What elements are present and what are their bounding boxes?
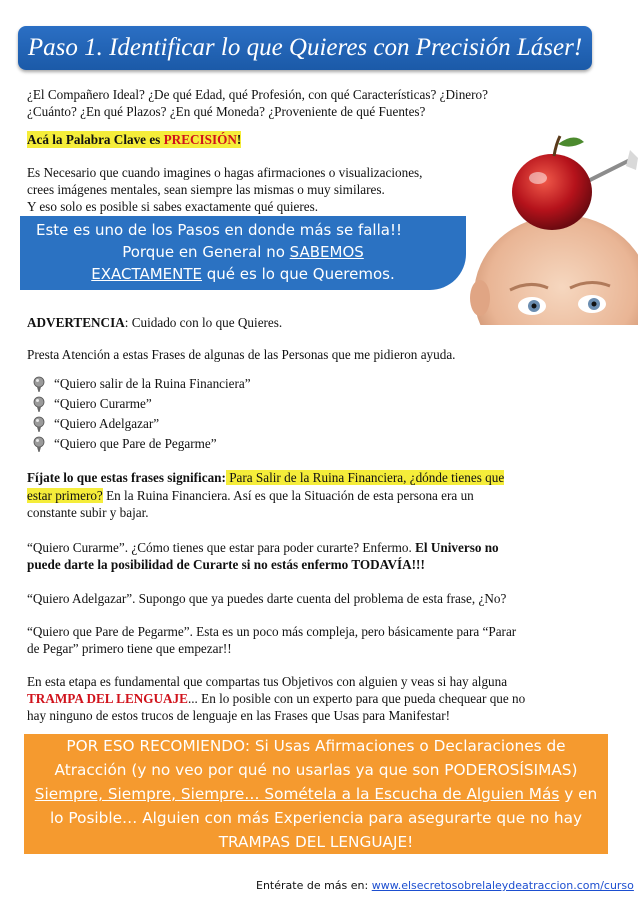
list-item-text: “Quiero Adelgazar”: [54, 416, 160, 431]
fijate-highlight-1: Para Salir de la Ruina Financiera, ¿dónde tienes que: [225, 470, 505, 485]
callout-line-3: [20, 265, 466, 283]
recommendation-underlined: Siempre, Siempre, Siempre… Sométela a la Escucha de Alguien Más: [34, 785, 560, 803]
advertencia-line: [27, 314, 282, 331]
necesario-line-2: crees imágenes mentales, sean siempre las mismas o muy similares.: [27, 182, 385, 197]
keyword-line: [27, 131, 241, 148]
keyword-prefix: Acá la Palabra Clave es: [27, 132, 164, 147]
pegarme-line-2: de Pegar” primero tiene que empezar!!: [27, 641, 232, 656]
presta-line: Presta Atención a estas Frases de algunas de las Personas que me pidieron ayuda.: [27, 347, 456, 362]
fijate-line-3: constante subir y bajar.: [27, 505, 149, 520]
etapa-line-2-rest: ... En lo posible con un experto para que pueda chequear que no: [187, 691, 526, 706]
warning-callout: [20, 216, 466, 290]
fijate-highlight-2: estar primero?: [27, 488, 103, 503]
page-title: Paso 1. Identificar lo que Quieres con Precisión Láser!: [18, 26, 592, 70]
callout-line-3-text: qué es lo que Queremos.: [202, 265, 395, 283]
fijate-line-1: [27, 469, 504, 486]
fijate-bold: Fíjate lo que estas frases significan:: [27, 470, 226, 485]
list-item: [32, 414, 251, 434]
necesario-line-1: Es Necesario que cuando imagines o hagas afirmaciones o visualizaciones,: [27, 165, 423, 180]
trampa-label: TRAMPA DEL LENGUAJE: [27, 691, 188, 706]
adelgazar-line: “Quiero Adelgazar”. Supongo que ya puedes darte cuenta del problema de esta frase, ¿No?: [27, 591, 507, 606]
pegarme-line-1: “Quiero que Pare de Pegarme”. Esta es un poco más compleja, pero básicamente para “Parar: [27, 624, 517, 639]
etapa-line-3: hay ninguno de estos trucos de lenguaje en las Frases que Usas para Manifestar!: [27, 708, 450, 723]
fijate-line-2: [27, 487, 474, 504]
callout-exactamente: EXACTAMENTE: [91, 265, 203, 283]
recommendation-line-3: [24, 782, 608, 806]
list-item-text: “Quiero que Pare de Pegarme”: [54, 436, 217, 451]
intro-line-2: ¿Cuánto? ¿En qué Plazos? ¿En qué Moneda? ¿Proveniente de qué Fuentes?: [27, 104, 426, 119]
list-item: [32, 374, 251, 394]
callout-line-1: Este es uno de los Pasos en donde más se falla!!: [36, 221, 402, 239]
ball-on-tee-icon: [32, 396, 46, 412]
footer-link[interactable]: www.elsecretosobrelaleydeatraccion.com/curso: [371, 879, 634, 892]
list-item: [32, 434, 251, 454]
recommendation-line-3-post: y en: [559, 785, 598, 803]
intro-line-1: ¿El Compañero Ideal? ¿De qué Edad, qué Profesión, con qué Características? ¿Dinero?: [27, 87, 489, 102]
ball-on-tee-icon: [32, 436, 46, 452]
recommendation-line-2: Atracción (y no veo por qué no usarlas ya que son PODEROSÍSIMAS): [54, 761, 578, 779]
list-item-text: “Quiero Curarme”: [54, 396, 152, 411]
apple-on-head-image: [470, 120, 638, 325]
advertencia-text: : Cuidado con lo que Quieres.: [124, 315, 283, 330]
callout-line-2-text: Porque en General no: [122, 243, 290, 261]
recommendation-box: [24, 734, 608, 854]
curarme-bold-1: El Universo no: [415, 540, 499, 555]
ball-on-tee-icon: [32, 376, 46, 392]
fijate-rest: En la Ruina Financiera. Así es que la Situación de esta persona era un: [102, 488, 474, 503]
curarme-line-1: [27, 539, 499, 556]
keyword-suffix: !: [236, 132, 242, 147]
list-item: [32, 394, 251, 414]
ball-on-tee-icon: [32, 416, 46, 432]
necesario-line-3: Y eso solo es posible si sabes exactamente qué quieres.: [27, 199, 319, 214]
list-item-text: “Quiero salir de la Ruina Financiera”: [54, 376, 251, 391]
callout-sabemos: SABEMOS: [289, 243, 364, 261]
etapa-line-2: [27, 690, 525, 707]
recommendation-line-1: POR ESO RECOMIENDO: Si Usas Afirmaciones o Declaraciones de: [66, 737, 566, 755]
footer-label: Entérate de más en:: [256, 879, 372, 892]
callout-line-2: [20, 243, 466, 261]
curarme-text: “Quiero Curarme”. ¿Cómo tienes que estar para poder curarte? Enfermo.: [27, 540, 416, 555]
recommendation-line-5: TRAMPAS DEL LENGUAJE!: [218, 833, 414, 851]
keyword-word: PRECISIÓN: [163, 132, 237, 147]
phrase-list: [32, 374, 251, 454]
recommendation-line-4: lo Posible… Alguien con más Experiencia para asegurarte que no hay: [49, 809, 583, 827]
advertencia-label: ADVERTENCIA: [27, 315, 125, 330]
curarme-line-2: puede darte la posibilidad de Curarte si no estás enfermo TODAVÍA!!!: [27, 557, 425, 572]
etapa-line-1: En esta etapa es fundamental que compartas tus Objetivos con alguien y veas si hay alguna: [27, 674, 508, 689]
footer: [256, 879, 634, 892]
